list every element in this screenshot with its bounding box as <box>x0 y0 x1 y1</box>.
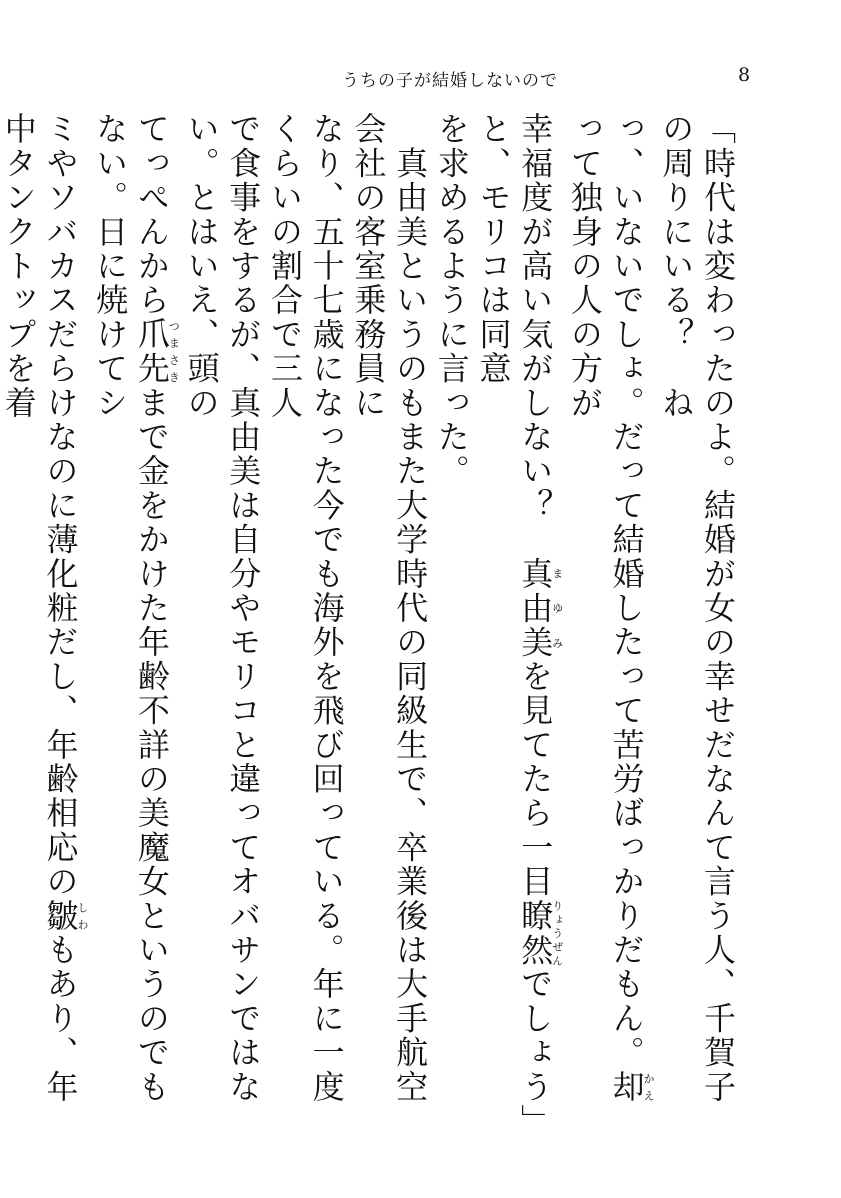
text-line: を求めるように言った。 <box>432 112 471 489</box>
running-header-title: うちの子が結婚しないので <box>342 71 558 91</box>
ruby-word: 皺しわ <box>41 898 89 933</box>
ruby-word: 却かえ <box>607 1069 656 1104</box>
text-line: で食事をするが、真由美は自分やモリコと違ってオバサンではない。とはいえ、頭の <box>182 112 263 1104</box>
page-number: 8 <box>738 64 751 86</box>
text-line: っ、いないでしょ。だって結婚したって苦労ばっかりだもん。却かえって独身の人の方が <box>565 112 656 1104</box>
ruby-word: 爪先つまさき <box>132 317 181 386</box>
text-line: 幸福度が高い気がしない？ 真由美まゆみを見てたら一目瞭然りょうぜんでしょう」と、モリコは同意 <box>474 112 564 1123</box>
ruby-word: 瞭然りょうぜん <box>516 898 564 968</box>
text-line: 真由美というのもまた大学時代の同級生で、卒業後は大手航空会社の客室乗務員に <box>349 112 430 1104</box>
ruby-word: 真由美まゆみ <box>516 556 564 660</box>
text-line: てっぺんから爪先つまさきまで金をかけた年齢不詳の美魔女というのでもない。日に焼けてシ <box>91 112 181 1104</box>
text-line: ミやソバカスだらけなのに薄化粧だし、年齢相応の皺しわもあり、年中タンクトップを着 <box>0 112 89 1104</box>
text-line: なり、五十七歳になった今でも海外を飛び回っている。年に一度くらいの割合で三人 <box>265 112 346 1104</box>
text-line: 「時代は変わったのよ。結婚が女の幸せだなんて言う人、千賀子の周りにいる？ ね <box>657 112 737 1104</box>
novel-body-text <box>0 112 738 1132</box>
